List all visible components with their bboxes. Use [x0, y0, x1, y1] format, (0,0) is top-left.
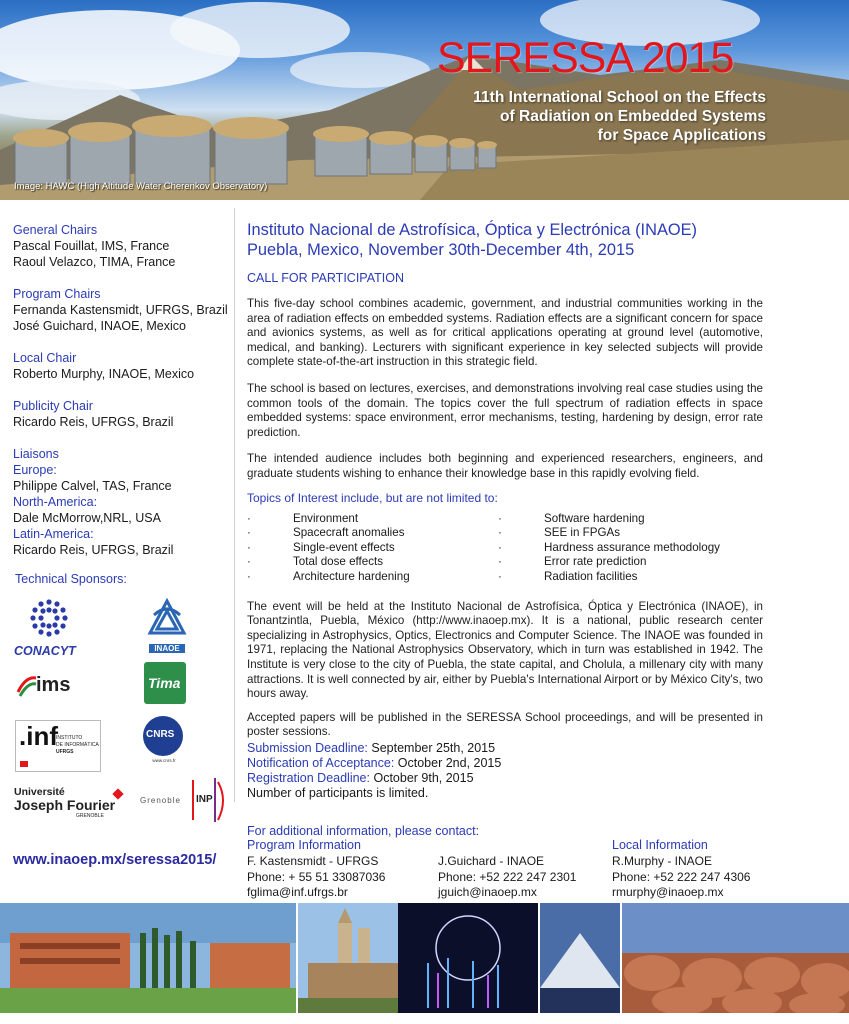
- committee-member: Philippe Calvel, TAS, France: [13, 479, 172, 493]
- ujf-text: GRENOBLE: [76, 813, 104, 819]
- church-photo: [298, 903, 538, 1013]
- committee-column: [13, 222, 228, 558]
- europe-label: Europe:: [13, 463, 57, 477]
- conacyt-text: CONACYT: [14, 644, 76, 658]
- list-item: · Software hardening: [498, 511, 645, 525]
- cnrs-logo: [143, 716, 185, 768]
- inf-sub: UFRGS: [56, 749, 74, 755]
- list-item: · SEE in FPGAs: [498, 526, 621, 540]
- inaoe-text: INAOE: [149, 644, 185, 653]
- photo-strip: [0, 903, 849, 1024]
- deadline-row: Notification of Acceptance: October 2nd, 2015: [247, 755, 502, 770]
- venue-line: Instituto Nacional de Astrofísica, Óptica y Electrónica (INAOE): [247, 221, 698, 239]
- latin-america-label: Latin-America:: [13, 527, 94, 541]
- venue: [247, 220, 763, 260]
- list-item: · Hardness assurance methodology: [498, 540, 720, 554]
- committee-member: José Guichard, INAOE, Mexico: [13, 319, 186, 333]
- cfp-heading: CALL FOR PARTICIPATION: [247, 271, 404, 285]
- subtitle-line: 11th International School on the Effects: [473, 89, 766, 106]
- format-paragraph: The school is based on lectures, exercises, and demonstrations involving real case studies using the common tools of the domain. The topics cover the full spectrum of radiation effects in space embedded systems: space environment, error mechanisms, testing, hardening by design, error rate prediction.: [247, 381, 763, 439]
- subtitle-line: for Space Applications: [597, 127, 766, 144]
- tima-text: Tima: [148, 675, 181, 691]
- contact-name: R.Murphy - INAOE: [612, 854, 713, 868]
- cnrs-icon: [143, 716, 183, 756]
- committee-member: Raoul Velazco, TIMA, France: [13, 255, 176, 269]
- subtitle-line: of Radiation on Embedded Systems: [500, 108, 766, 125]
- column-divider: [234, 208, 235, 802]
- contact-program-1: [247, 854, 385, 901]
- committee-member: Fernanda Kastensmidt, UFRGS, Brazil: [13, 303, 228, 317]
- liaisons-label: Liaisons: [13, 447, 59, 461]
- program-chairs-label: Program Chairs: [13, 287, 101, 301]
- ims-logo: [16, 672, 91, 700]
- event-subtitle: [420, 88, 766, 145]
- local-chair-label: Local Chair: [13, 351, 77, 365]
- list-item: · Spacecraft anomalies: [247, 526, 405, 540]
- inf-text: .inf: [19, 721, 58, 751]
- inf-sub: DE INFORMÁTICA: [56, 742, 99, 748]
- topics-list: [247, 512, 763, 598]
- publicity-chair-label: Publicity Chair: [13, 399, 93, 413]
- committee-member: Roberto Murphy, INAOE, Mexico: [13, 367, 195, 381]
- contact-phone: Phone: + 55 51 33087036: [247, 869, 386, 884]
- grenoble-inp-logo: [140, 776, 230, 826]
- contact-phone: Phone: +52 222 247 4306: [612, 869, 751, 884]
- cnrs-url: www.cnrs.fr: [152, 758, 176, 763]
- image-credit: Image: HAWC (High Altitude Water Cherenkov Observatory): [14, 181, 268, 192]
- contact-name: J.Guichard - INAOE: [438, 854, 545, 868]
- deadlines: [247, 741, 763, 801]
- program-info-label: Program Information: [247, 838, 361, 852]
- contact-email[interactable]: fglima@inf.ufrgs.br: [247, 885, 348, 899]
- ginp-text: Grenoble: [140, 796, 181, 805]
- list-item: · Single-event effects: [247, 540, 395, 554]
- local-info-label: Local Information: [612, 838, 708, 852]
- contact-program-2: [438, 854, 576, 901]
- intro-paragraph: This five-day school combines academic, government, and industrial communities working in the area of radiation effects on embedded systems. Radiation effects are a significant concern for space and avionics systems, as well as for critical applications operating at ground level (automotive, medical, and banking). Lecturers with significant experience in key selected subjects will provide complete state-of-the-art instruction in this strategic field.: [247, 297, 763, 369]
- list-item: · Radiation facilities: [498, 569, 638, 583]
- conacyt-logo: [14, 596, 84, 656]
- inaoe-icon: [144, 597, 190, 639]
- domes-photo: [622, 903, 849, 1013]
- contact-name: F. Kastensmidt - UFRGS: [247, 854, 379, 868]
- audience-paragraph: The intended audience includes both beginning and experienced researchers, engineers, and graduate students wishing to enhance their knowledge base in this rapidly evolving field.: [247, 452, 763, 480]
- list-item: · Total dose effects: [247, 555, 384, 569]
- ims-text: ims: [36, 674, 71, 696]
- north-america-label: North-America:: [13, 495, 98, 509]
- header-banner: [0, 0, 849, 200]
- ginp-icon: [190, 776, 230, 826]
- contact-email[interactable]: jguich@inaoep.mx: [438, 885, 537, 899]
- topics-heading: Topics of Interest include, but are not limited to:: [247, 490, 498, 505]
- ujf-logo: [14, 786, 134, 822]
- contact-phone: Phone: +52 222 247 2301: [438, 869, 577, 884]
- contact-section: [247, 824, 807, 899]
- contact-local: [612, 854, 750, 901]
- list-item: · Architecture hardening: [247, 569, 410, 583]
- venue-line: Puebla, Mexico, November 30th-December 4th, 2015: [247, 241, 635, 259]
- inf-logo: [15, 720, 101, 772]
- topics-left: [247, 512, 410, 585]
- committee-member: Ricardo Reis, UFRGS, Brazil: [13, 415, 174, 429]
- ginp-text: INP: [196, 794, 213, 805]
- contact-email[interactable]: rmurphy@inaoep.mx: [612, 885, 724, 899]
- tima-logo: [144, 662, 186, 704]
- ims-icon: [16, 672, 38, 698]
- website-link[interactable]: www.inaoep.mx/seressa2015/: [13, 852, 217, 868]
- participants-note: Number of participants is limited.: [247, 785, 429, 800]
- main-content: [247, 220, 763, 801]
- list-item: · Environment: [247, 511, 359, 525]
- volcano-photo: [540, 903, 620, 1013]
- deadline-row: Registration Deadline: October 9th, 2015: [247, 770, 474, 785]
- cnrs-text: CNRS: [146, 729, 175, 740]
- topics-right: [498, 512, 720, 585]
- ujf-text: Joseph Fourier: [14, 797, 116, 813]
- campus-photo: [0, 903, 296, 1013]
- inf-sub: INSTITUTO: [56, 735, 83, 741]
- committee-member: Pascal Fouillat, IMS, France: [13, 239, 170, 253]
- event-title: SERESSA 2015: [437, 34, 734, 82]
- sponsors-label: Technical Sponsors:: [15, 572, 127, 586]
- deadline-row: Submission Deadline: September 25th, 2015: [247, 740, 496, 755]
- proceedings-paragraph: Accepted papers will be published in the SERESSA School proceedings, and will be presented in poster sessions.: [247, 710, 763, 739]
- inaoe-logo: [144, 597, 190, 653]
- ujf-text: Université: [14, 786, 65, 798]
- committee-member: Ricardo Reis, UFRGS, Brazil: [13, 543, 174, 557]
- committee-member: Dale McMorrow,NRL, USA: [13, 511, 161, 525]
- conacyt-icon: [14, 596, 84, 640]
- general-chairs-label: General Chairs: [13, 223, 98, 237]
- list-item: · Error rate prediction: [498, 555, 647, 569]
- venue-paragraph: The event will be held at the Instituto Nacional de Astrofísica, Óptica y Electrónica (INAOE), in Tonantzintla, Puebla, México (http://www.inaoep.mx). It is a national, public research center specializing in Astrophysics, Optics, Electronics and Computer Science. The INAOE was founded in 1971, replacing the National Astrophysics Observatory, which in turn was established in 1942. The Institute is very close to the city of Puebla, the state capital, and Cholula, a millenary city with many attractions. It is well connected by air, either by Puebla's International Airport or by México City's, two hours away.: [247, 599, 763, 701]
- contact-heading: For additional information, please contact:: [247, 824, 480, 838]
